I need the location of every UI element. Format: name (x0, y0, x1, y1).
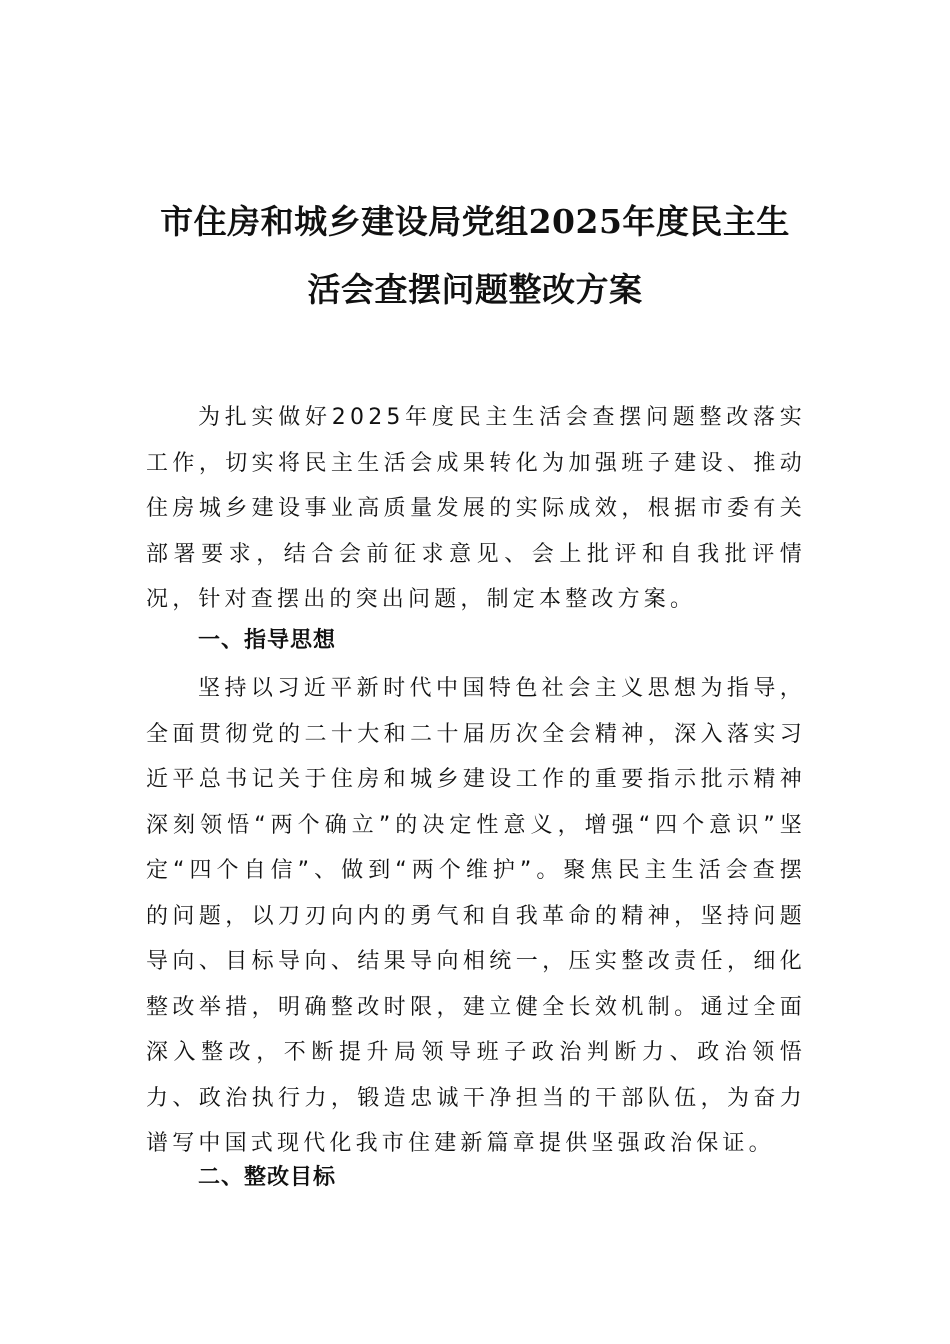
intro-paragraph: 为扎实做好2025年度民主生活会查摆问题整改落实工作，切实将民主生活会成果转化为加强班子建设、推动住房城乡建设事业高质量发展的实际成效，根据市委有关部署要求，结合会前征求意见、会上批评和自我批评情况，针对查摆出的突出问题，制定本整改方案。 (146, 405, 806, 612)
document-title-line-1: 市住房和城乡建设局党组2025年度民主生 (160, 202, 790, 241)
section-heading-rectification-goals: 二、整改目标 (198, 1165, 337, 1190)
section-heading-guiding-ideology: 一、指导思想 (198, 628, 337, 653)
guiding-ideology-paragraph: 坚持以习近平新时代中国特色社会主义思想为指导，全面贯彻党的二十大和二十届历次全会精神，深入落实习近平总书记关于住房和城乡建设工作的重要指示批示精神深刻领悟“两个确立”的决定性意义，增强“四个意识”坚定“四个自信”、做到“两个维护”。聚焦民主生活会查摆的问题，以刀刃向内的勇气和自我革命的精神，坚持问题导向、目标导向、结果导向相统一，压实整改责任，细化整改举措，明确整改时限，建立健全长效机制。通过全面深入整改，不断提升局领导班子政治判断力、政治领悟力、政治执行力，锻造忠诚干净担当的干部队伍，为奋力谱写中国式现代化我市住建新篇章提供坚强政治保证。 (146, 676, 806, 1156)
document-title-line-2: 活会查摆问题整改方案 (307, 270, 643, 309)
